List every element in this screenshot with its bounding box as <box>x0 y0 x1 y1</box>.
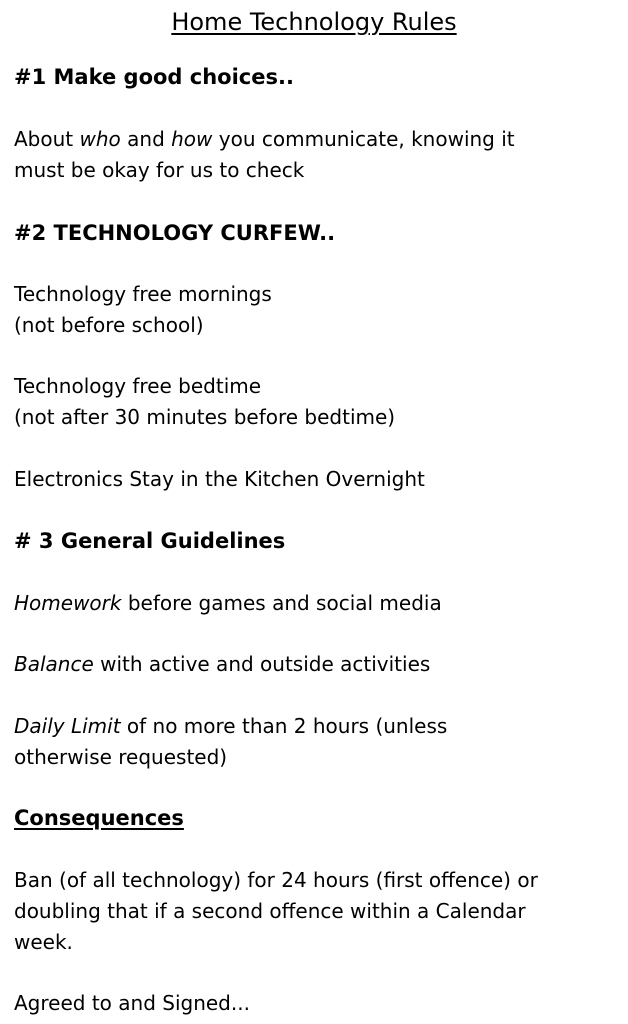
rule-1-text-line-1 <box>14 124 614 154</box>
rule-1-emphasis-who: who <box>79 127 121 151</box>
consequences-heading: Consequences <box>14 806 184 830</box>
signoff-text: Agreed to and Signed... <box>14 991 250 1015</box>
consequences-line-2: doubling that if a second offence within a Calendar <box>14 899 526 923</box>
guideline-daily-limit-text: of no more than 2 hours (unless <box>120 714 448 738</box>
guideline-homework-emphasis: Homework <box>14 591 122 615</box>
rule-1-heading: #1 Make good choices.. <box>14 65 294 89</box>
curfew-bedtime-note: (not after 30 minutes before bedtime) <box>14 405 396 429</box>
guideline-daily-limit-emphasis: Daily Limit <box>14 714 121 738</box>
guideline-homework <box>14 588 614 618</box>
guideline-homework-text: before games and social media <box>121 591 442 615</box>
guideline-balance <box>14 649 614 679</box>
guideline-balance-emphasis: Balance <box>14 652 94 676</box>
document-title: Home Technology Rules <box>171 8 457 36</box>
rule-1-text-line-2: must be okay for us to check <box>14 158 305 182</box>
rule-1-text-mid: and <box>120 127 172 151</box>
curfew-overnight: Electronics Stay in the Kitchen Overnight <box>14 467 425 491</box>
curfew-mornings-note: (not before school) <box>14 313 204 337</box>
curfew-mornings: Technology free mornings <box>14 282 272 306</box>
guideline-daily-limit <box>14 711 614 741</box>
consequences-line-1: Ban (of all technology) for 24 hours (first offence) or <box>14 868 538 892</box>
rule-3-heading: # 3 General Guidelines <box>14 529 286 553</box>
rule-1-text-post: you communicate, knowing it <box>212 127 515 151</box>
curfew-bedtime: Technology free bedtime <box>14 374 262 398</box>
guideline-daily-limit-line-2: otherwise requested) <box>14 745 228 769</box>
rule-2-heading: #2 TECHNOLOGY CURFEW.. <box>14 221 336 245</box>
consequences-line-3: week. <box>14 930 73 954</box>
rule-1-text-pre: About <box>14 127 80 151</box>
guideline-balance-text: with active and outside activities <box>93 652 431 676</box>
rule-1-emphasis-how: how <box>171 127 213 151</box>
